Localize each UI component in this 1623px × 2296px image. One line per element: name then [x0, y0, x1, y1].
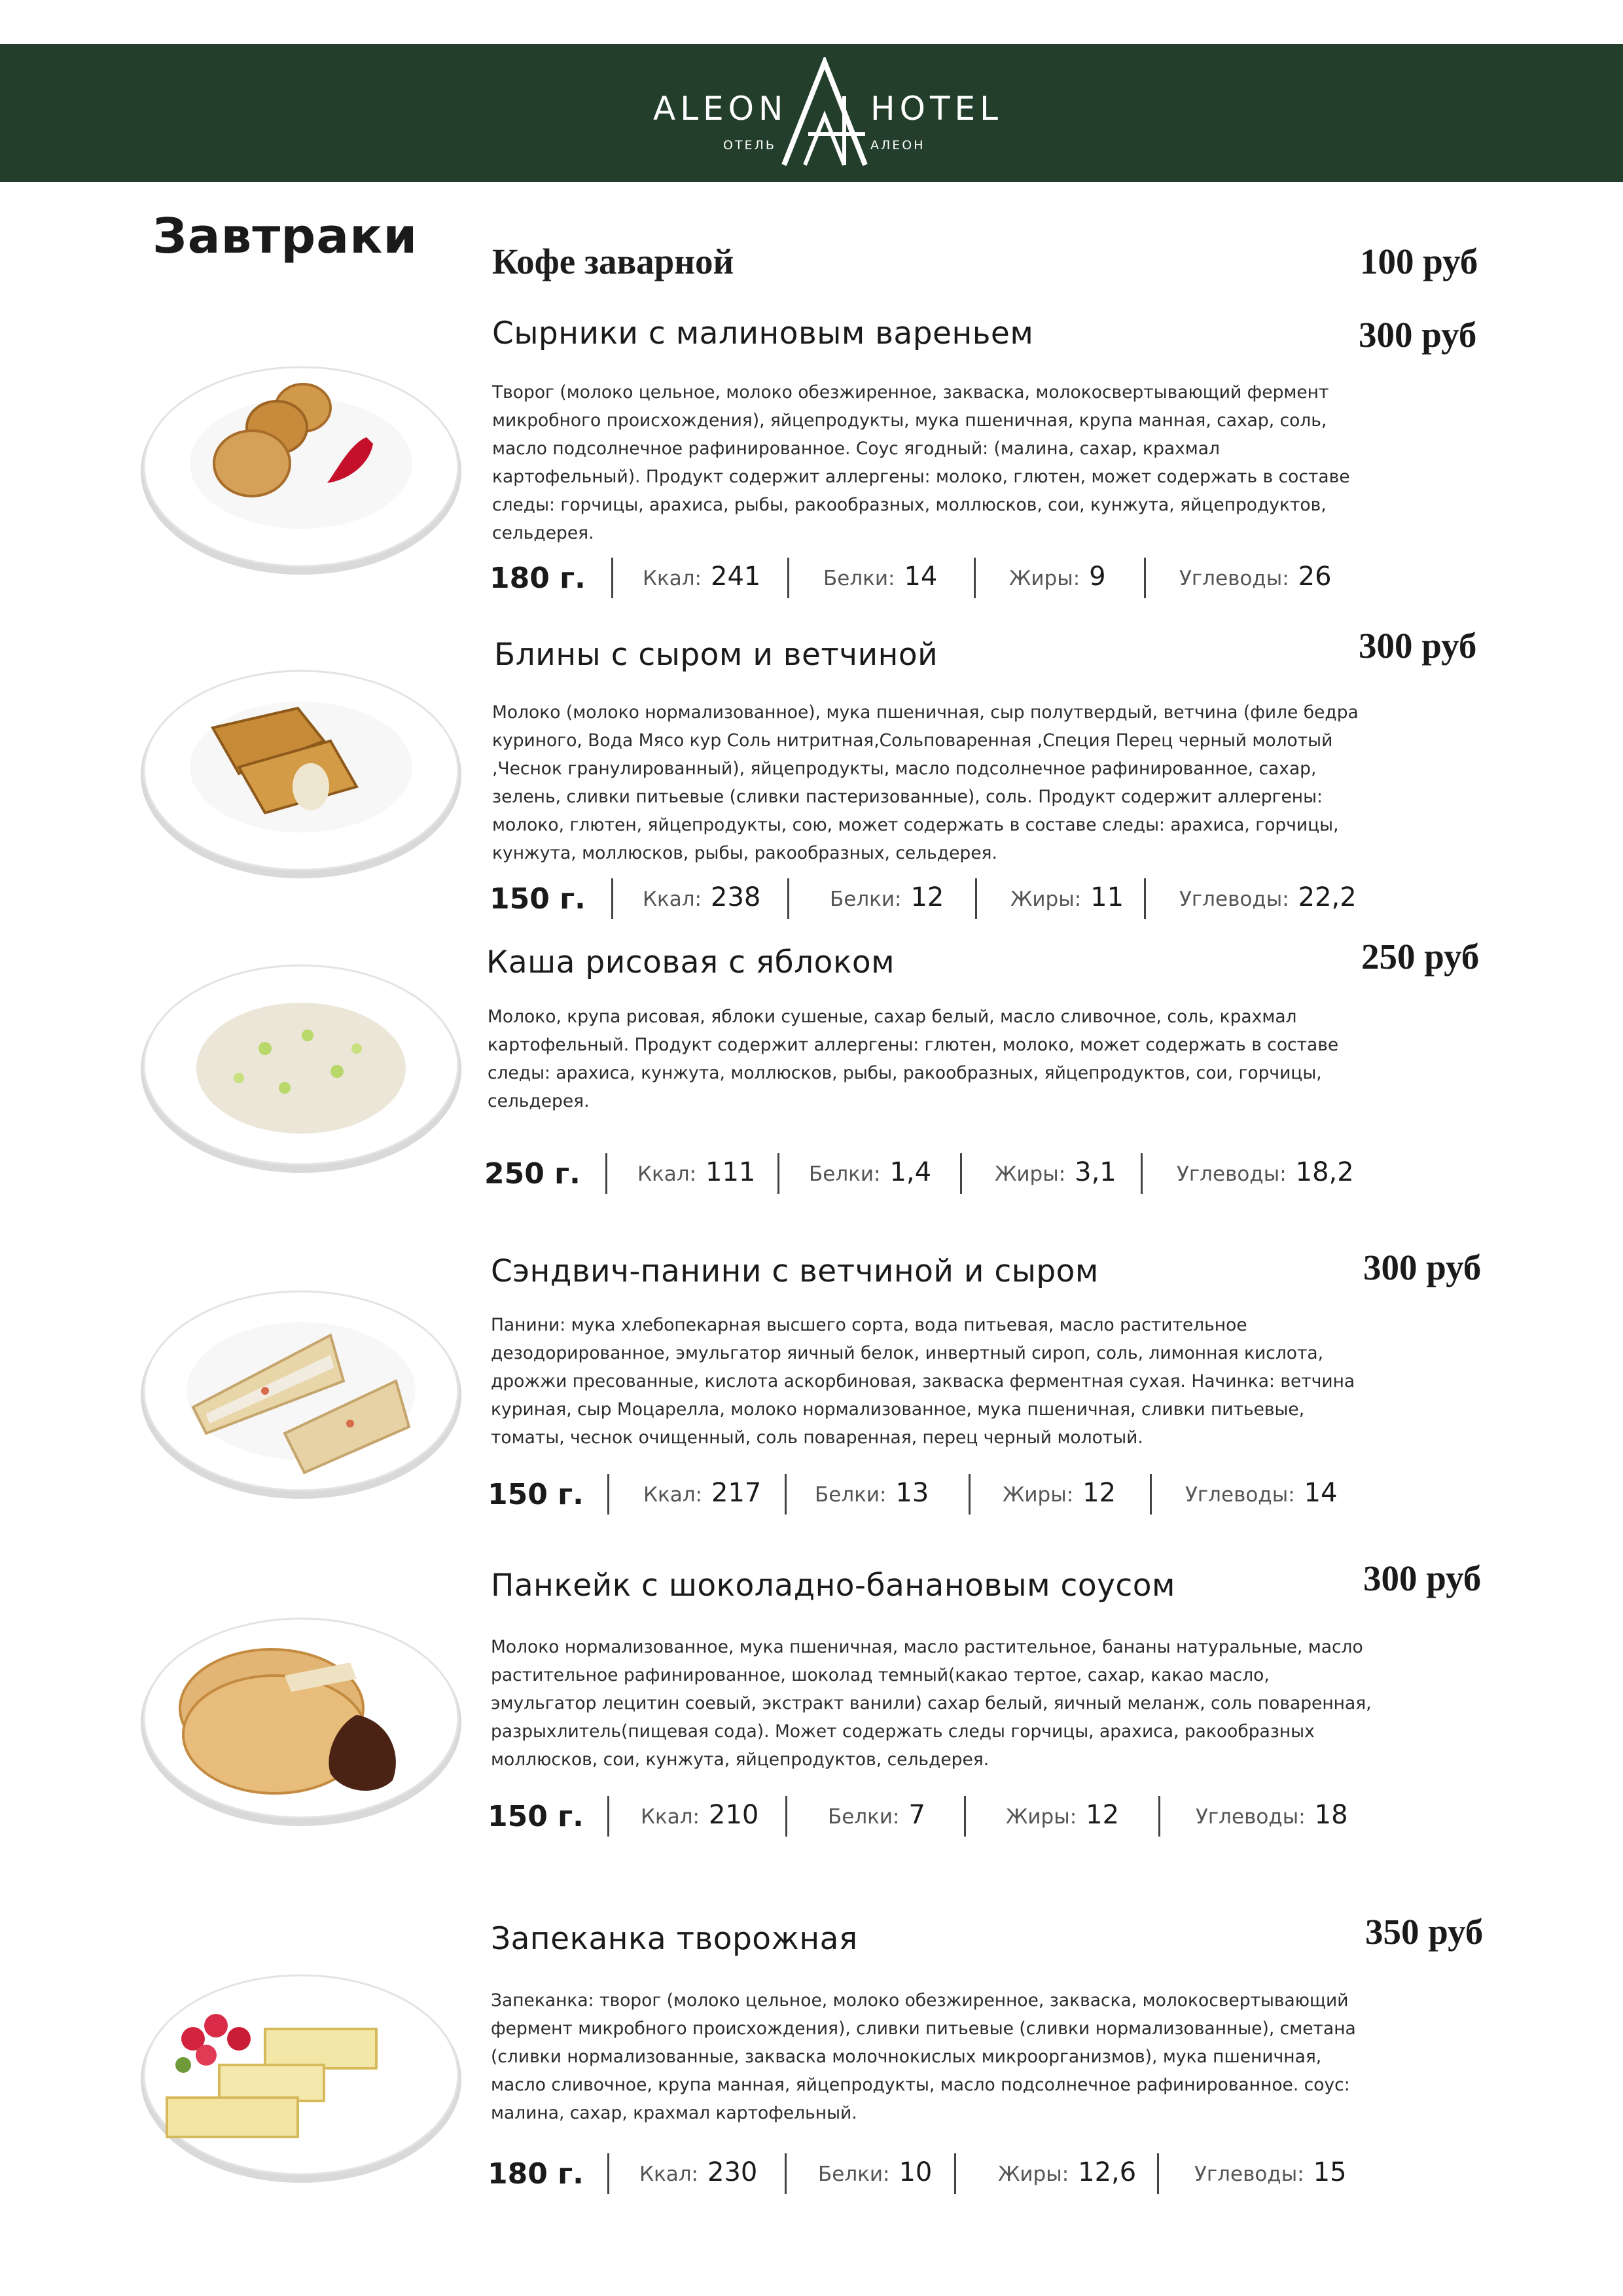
kcal-value: 111 — [705, 1157, 756, 1187]
carbs-value: 18 — [1314, 1800, 1348, 1830]
protein-value: 1,4 — [889, 1157, 932, 1187]
protein-value: 7 — [908, 1800, 925, 1830]
separator — [785, 1796, 787, 1837]
logo-mark-icon — [779, 57, 870, 168]
fat-value: 11 — [1090, 882, 1124, 912]
dish-description: Панини: мука хлебопекарная высшего сорта, вода питьевая, масло растительное дезодорированное, эмульгатор яичный белок, инвертный сироп, соль, лимонная кислота, дрожжи пресованные, кислота аскорбиновая, закваска ферментная сухая. Начинка: ветчина куриная, сыр Моцарелла, молоко нормализованное, мука пшеничная, сливки питьевые, томаты, чеснок очищенный, соль поваренная, перец черный молотый. — [491, 1315, 1355, 1448]
protein-label: Белки: — [823, 567, 895, 590]
brand-sub-left: ОТЕЛЬ — [723, 138, 776, 152]
nutrition-cell — [488, 1800, 584, 1833]
dish-name: Сырники с малиновым вареньем — [492, 315, 1034, 351]
nutrition-cell — [488, 1478, 584, 1511]
nutrition-cell — [1179, 882, 1357, 912]
dish-description: Творог (молоко цельное, молоко обезжиренное, закваска, молокосвертывающий фермент микробного происхождения), яйцепродукты, мука пшеничная, крупа манная, сахар, соль, масло подсолнечное рафинированное. Соус ягодный: (малина, сахар, крахмал картофельный). Продукт содержит аллергены: молоко, глютен, может содержать в составе следы: горчицы, арахиса, рыбы, ракообразных, моллюсков, сои, кунжута, яйцепродуктов, сельдерея. — [492, 382, 1350, 543]
dish-price: 350 руб — [1365, 1912, 1484, 1952]
nutrition-cell — [809, 1157, 931, 1187]
nutrition-cell — [995, 1157, 1116, 1187]
dish-name: Сэндвич-панини с ветчиной и сыром — [491, 1253, 1099, 1289]
separator — [975, 878, 977, 919]
nutrition-cell — [823, 562, 937, 592]
nutrition-cell — [643, 882, 760, 912]
fat-label: Жиры: — [1009, 567, 1080, 590]
nutrition-cell — [637, 1157, 755, 1187]
separator — [607, 1474, 609, 1515]
separator — [1150, 1474, 1152, 1515]
nutrition-cell — [818, 2157, 932, 2187]
nutrition-cell — [1003, 1478, 1116, 1508]
coffee-name: Кофе заварной — [492, 242, 734, 281]
protein-label: Белки: — [828, 1805, 900, 1829]
dish-name: Панкейк с шоколадно-банановым соусом — [491, 1568, 1175, 1604]
coffee-price: 100 руб — [1360, 242, 1478, 281]
fat-value: 12 — [1082, 1478, 1116, 1508]
separator — [1144, 558, 1146, 598]
separator — [777, 1153, 779, 1194]
dish-description: Молоко, крупа рисовая, яблоки сушеные, сахар белый, масло сливочное, соль, крахмал картофельный. Продукт содержит аллергены: глютен, молоко, может содержать в составе следы: арахиса, кунжута, моллюсков, рыбы, ракообразных, яйцепродуктов, сои, горчицы, сельдерея. — [488, 1007, 1339, 1111]
nutrition-cell — [1194, 2157, 1347, 2187]
separator — [1158, 1796, 1160, 1837]
carbs-label: Углеводы: — [1179, 888, 1289, 911]
separator — [1141, 1153, 1143, 1194]
separator — [607, 1796, 609, 1837]
dish-description: Молоко нормализованное, мука пшеничная, масло растительное, бананы натуральные, масло растительное рафинированное, шоколад темный(какао тертое, сахар, какао масло, эмульгатор лецитин соевый, экстракт ванили) сахар белый, яичный меланж, соль поваренная, разрыхлитель(пищевая сода). Может содержать следы горчицы, арахиса, ракообразных моллюсков, сои, кунжута, яйцепродуктов, сельдерея. — [491, 1637, 1372, 1770]
fat-label: Жиры: — [1006, 1805, 1077, 1829]
carbs-value: 26 — [1298, 562, 1332, 592]
pancakes-plate-icon — [134, 662, 468, 885]
carbs-label: Углеводы: — [1179, 567, 1289, 590]
protein-label: Белки: — [809, 1162, 881, 1186]
nutrition-cell — [641, 1800, 758, 1830]
dish-name: Блины с сыром и ветчиной — [494, 637, 938, 673]
carbs-value: 22,2 — [1298, 882, 1357, 912]
separator — [1144, 878, 1146, 919]
nutrition-cell — [643, 1478, 761, 1508]
section-title: Завтраки — [152, 208, 418, 264]
protein-label: Белки: — [818, 2162, 890, 2186]
hotel-logo — [648, 57, 1001, 175]
nutrition-cell — [1179, 562, 1332, 592]
separator — [785, 2153, 787, 2194]
kcal-value: 241 — [711, 562, 761, 592]
casserole-plate-icon — [134, 1967, 468, 2189]
kcal-value: 210 — [709, 1800, 759, 1830]
protein-label: Белки: — [830, 888, 902, 911]
brand-left: ALEON — [653, 90, 788, 128]
separator — [964, 1796, 966, 1837]
panini-plate-icon — [134, 1283, 468, 1505]
nutrition-cell — [1196, 1800, 1348, 1830]
protein-value: 10 — [899, 2157, 933, 2187]
carbs-value: 15 — [1313, 2157, 1347, 2187]
protein-label: Белки: — [815, 1483, 887, 1507]
separator — [974, 558, 976, 598]
dish-name: Запеканка творожная — [491, 1921, 858, 1957]
protein-value: 13 — [895, 1478, 929, 1508]
separator — [607, 2153, 609, 2194]
dish-weight: 180 г. — [488, 2157, 584, 2191]
header-bar — [0, 44, 1623, 182]
dish-name: Каша рисовая с яблоком — [486, 944, 895, 980]
separator — [605, 1153, 607, 1194]
dish-weight: 250 г. — [484, 1157, 580, 1191]
nutrition-cell — [998, 2157, 1136, 2187]
kcal-label: Ккал: — [643, 888, 702, 911]
kcal-label: Ккал: — [639, 2162, 698, 2186]
kcal-label: Ккал: — [643, 567, 702, 590]
carbs-value: 18,2 — [1295, 1157, 1354, 1187]
separator — [1157, 2153, 1159, 2194]
dish-weight: 180 г. — [490, 562, 586, 595]
dish-price: 300 руб — [1363, 1247, 1482, 1287]
nutrition-cell — [1177, 1157, 1354, 1187]
protein-value: 12 — [910, 882, 944, 912]
fat-value: 3,1 — [1075, 1157, 1116, 1187]
nutrition-cell — [488, 2157, 584, 2191]
kcal-value: 238 — [711, 882, 761, 912]
separator — [611, 558, 613, 598]
separator — [785, 1474, 787, 1515]
brand-sub-right: АЛЕОН — [870, 138, 925, 152]
nutrition-cell — [815, 1478, 929, 1508]
dish-weight: 150 г. — [490, 882, 586, 916]
kcal-label: Ккал: — [637, 1162, 696, 1186]
dish-description: Молоко (молоко нормализованное), мука пшеничная, сыр полутвердый, ветчина (филе бедра куриного, Вода Мясо кур Соль нитритная,Сольповаренная ,Специя Перец черный молотый ,Чеснок гранулированный), яйцепродукты, масло подсолнечное рафинированное, сахар, зелень, сливки питьевые (сливки пастеризованные), соль. Продукт содержит аллергены: молоко, глютен, яйцепродукты, сою, может содержать в составе следы: арахиса, горчицы, кунжута, моллюсков, рыбы, ракообразных, сельдерея. — [492, 702, 1359, 863]
nutrition-cell — [830, 882, 944, 912]
dish-price: 300 руб — [1359, 315, 1477, 355]
nutrition-cell — [1010, 882, 1124, 912]
kcal-label: Ккал: — [641, 1805, 700, 1829]
fat-label: Жиры: — [998, 2162, 1069, 2186]
carbs-label: Углеводы: — [1196, 1805, 1306, 1829]
fat-value: 12 — [1086, 1800, 1120, 1830]
porridge-plate-icon — [134, 957, 468, 1179]
nutrition-cell — [643, 562, 760, 592]
dish-description: Запеканка: творог (молоко цельное, молоко обезжиренное, закваска, молокосвертывающий фермент микробного происхождения), сливки питьевые (сливки нормализованные), сметана (сливки нормализованные, закваска молочнокислых микроорганизмов), мука пшеничная, масло сливочное, крупа манная, яйцепродукты, масло подсолнечное рафинированное. соус: малина, сахар, крахмал картофельный. — [491, 1990, 1356, 2123]
nutrition-cell — [828, 1800, 925, 1830]
dish-price: 300 руб — [1359, 626, 1477, 666]
carbs-label: Углеводы: — [1177, 1162, 1287, 1186]
fat-value: 12,6 — [1078, 2157, 1137, 2187]
pancake-plate-icon — [134, 1610, 468, 1833]
syrniki-plate-icon — [134, 359, 468, 581]
separator — [787, 558, 789, 598]
separator — [787, 878, 789, 919]
nutrition-cell — [490, 562, 586, 595]
fat-value: 9 — [1089, 562, 1106, 592]
carbs-value: 14 — [1304, 1478, 1338, 1508]
dish-weight: 150 г. — [488, 1478, 584, 1511]
protein-value: 14 — [904, 562, 938, 592]
separator — [954, 2153, 956, 2194]
nutrition-cell — [1006, 1800, 1119, 1830]
carbs-label: Углеводы: — [1185, 1483, 1295, 1507]
dish-weight: 150 г. — [488, 1800, 584, 1833]
dish-price: 250 руб — [1361, 937, 1480, 977]
carbs-label: Углеводы: — [1194, 2162, 1304, 2186]
kcal-value: 230 — [707, 2157, 758, 2187]
nutrition-cell — [484, 1157, 580, 1191]
separator — [611, 878, 613, 919]
nutrition-cell — [1009, 562, 1106, 592]
nutrition-cell — [1185, 1478, 1338, 1508]
fat-label: Жиры: — [1003, 1483, 1074, 1507]
fat-label: Жиры: — [1010, 888, 1082, 911]
nutrition-cell — [490, 882, 586, 916]
kcal-label: Ккал: — [643, 1483, 702, 1507]
separator — [969, 1474, 971, 1515]
nutrition-cell — [639, 2157, 757, 2187]
fat-label: Жиры: — [995, 1162, 1066, 1186]
separator — [960, 1153, 962, 1194]
brand-right: HOTEL — [870, 90, 1003, 128]
kcal-value: 217 — [711, 1478, 762, 1508]
dish-price: 300 руб — [1363, 1558, 1482, 1598]
